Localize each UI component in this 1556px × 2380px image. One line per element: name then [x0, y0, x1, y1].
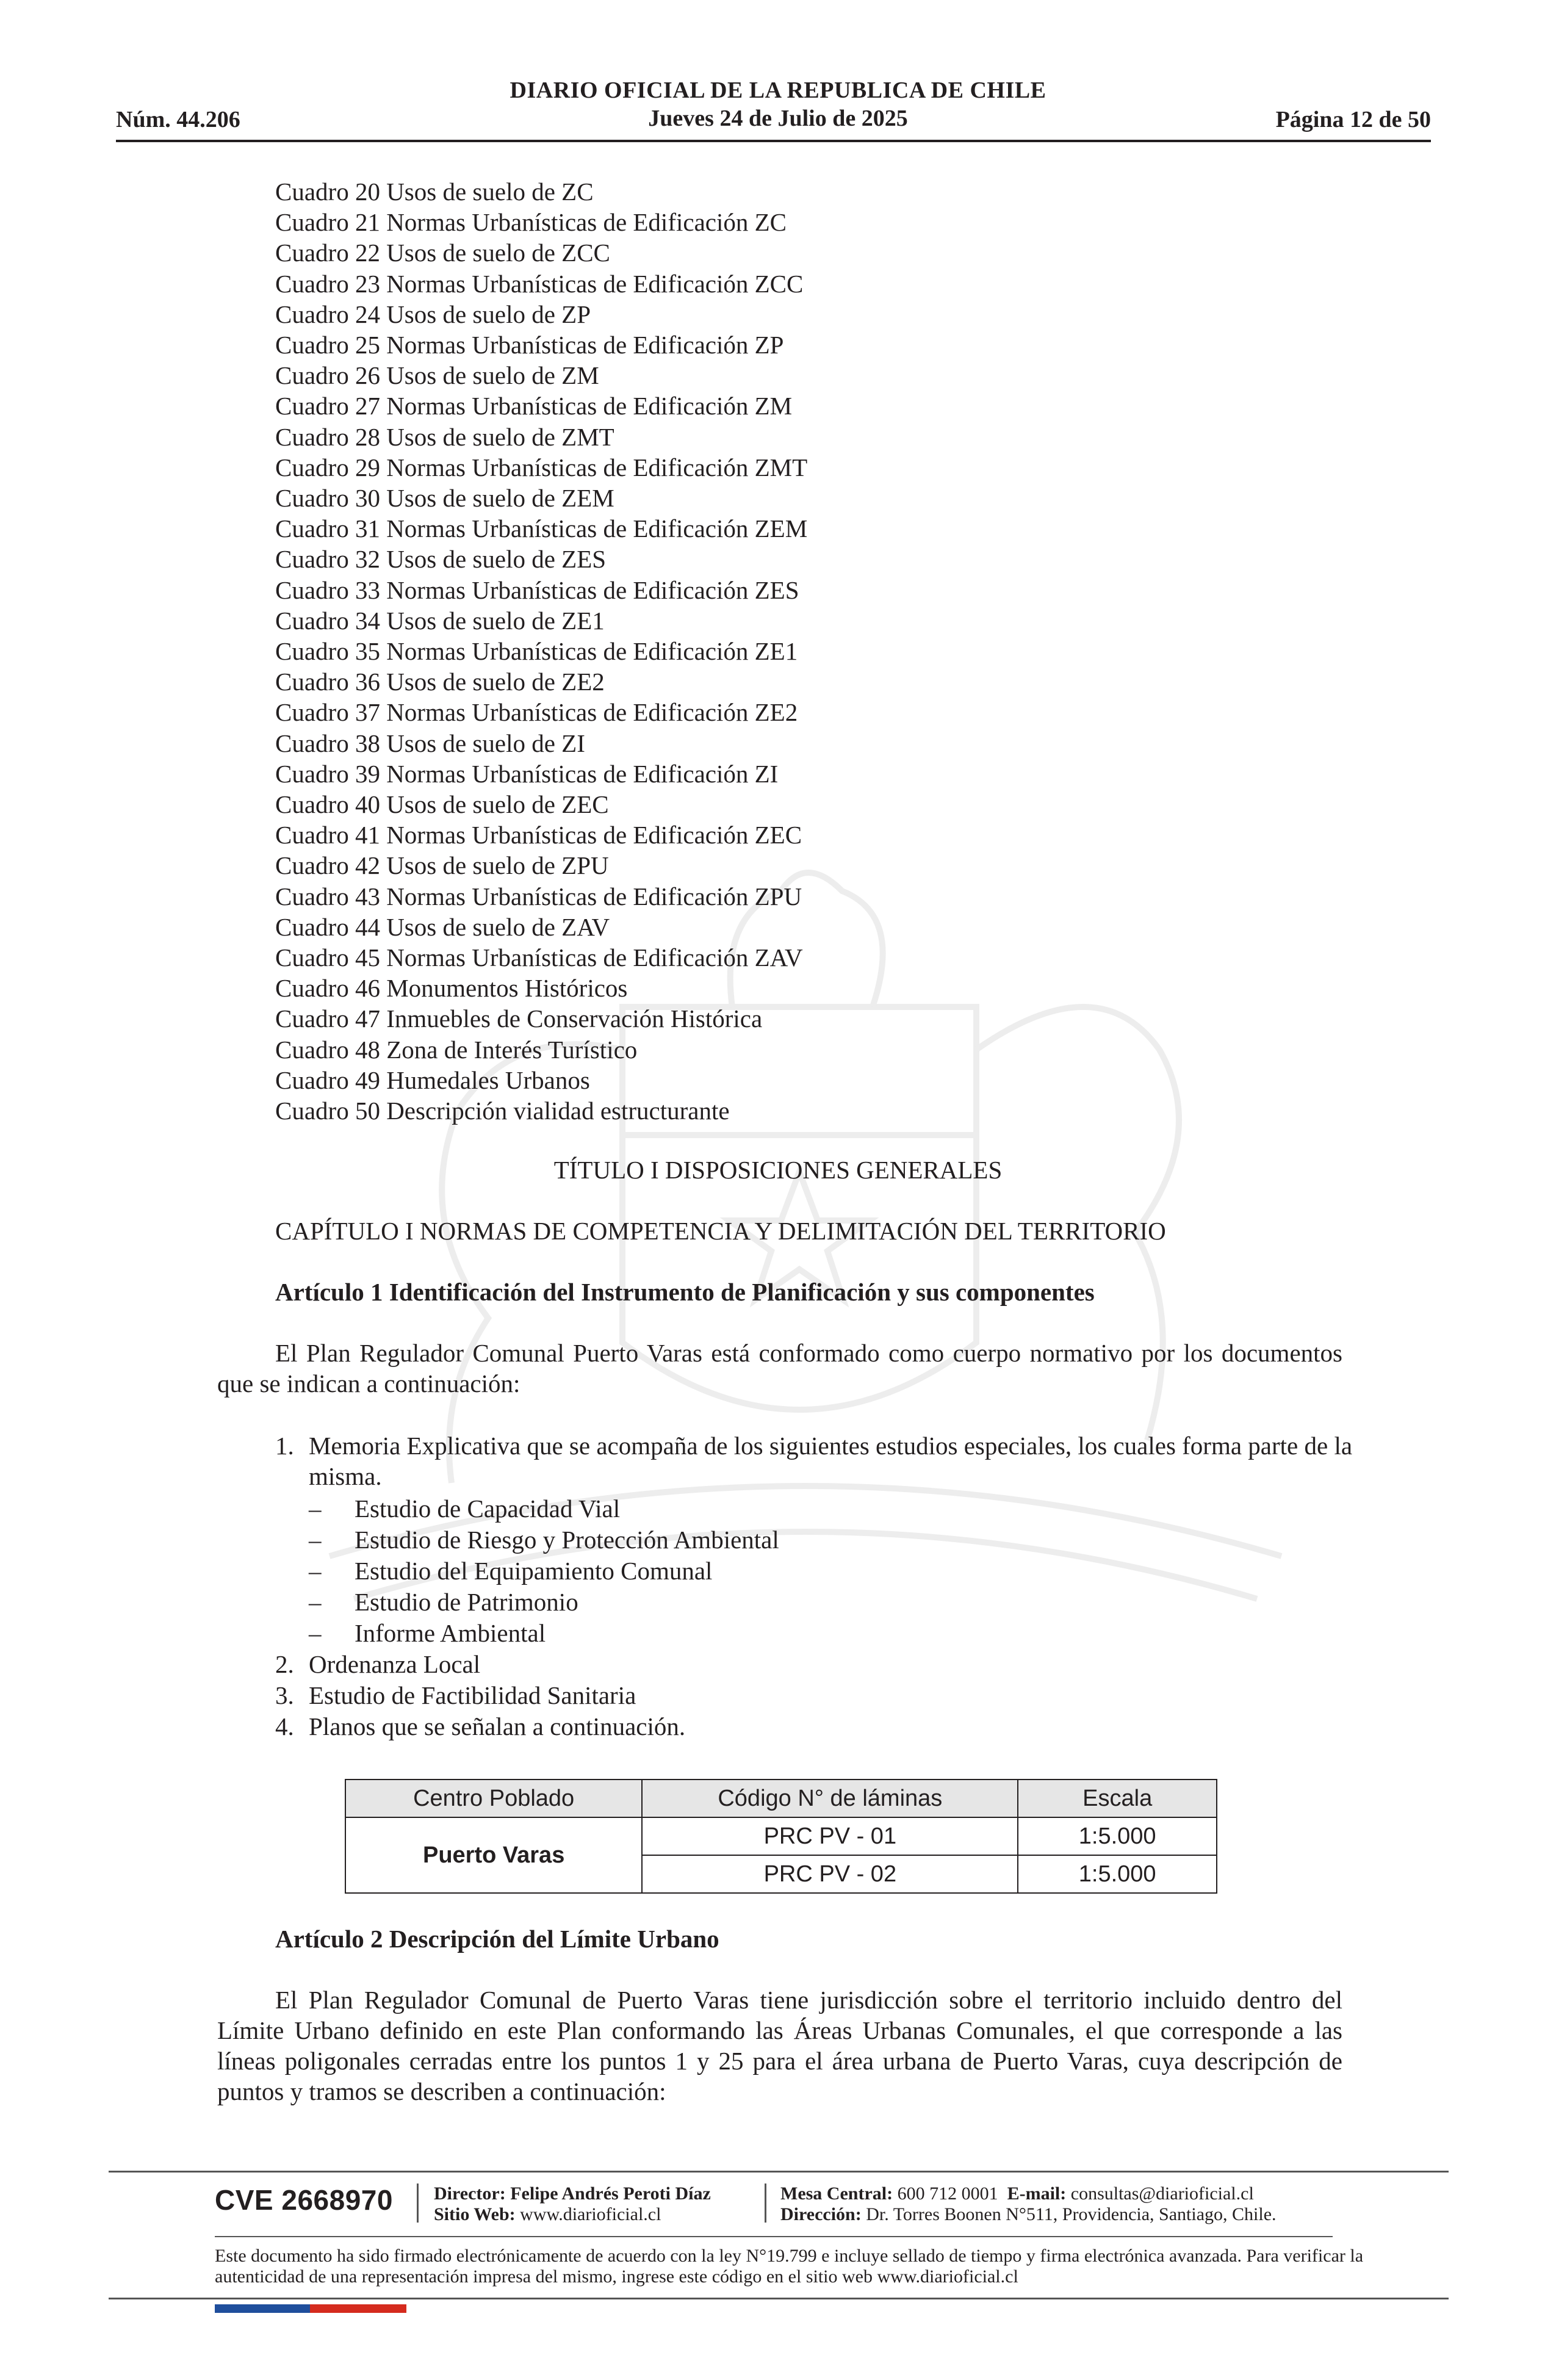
escala-cell: 1:5.000	[1018, 1817, 1217, 1855]
address-label: Dirección:	[780, 2204, 862, 2224]
list-item: Cuadro 28 Usos de suelo de ZMT	[275, 422, 614, 451]
list-item: Cuadro 40 Usos de suelo de ZEC	[275, 790, 609, 819]
list-item: Cuadro 47 Inmuebles de Conservación Histórica	[275, 1004, 763, 1033]
item-text: Estudio de Factibilidad Sanitaria	[309, 1681, 636, 1709]
list-item: Cuadro 42 Usos de suelo de ZPU	[275, 851, 609, 880]
flag-stripe-red	[310, 2304, 406, 2313]
item-text: Estudio de Riesgo y Protección Ambiental	[355, 1526, 779, 1554]
item-text: Memoria Explicativa que se acompaña de los siguientes estudios especiales, los cuales forma parte de la misma.	[309, 1432, 1353, 1490]
list-item: Cuadro 38 Usos de suelo de ZI	[275, 729, 585, 757]
articulo-1-intro: El Plan Regulador Comunal Puerto Varas está conformado como cuerpo normativo por los documentos que se indican a continuación:	[217, 1339, 1342, 1397]
cve-code: CVE 2668970	[215, 2184, 393, 2216]
website-line	[434, 2204, 661, 2225]
list-item: Cuadro 39 Normas Urbanísticas de Edificación ZI	[275, 759, 779, 788]
centro-poblado-cell: Puerto Varas	[345, 1817, 642, 1893]
footer-rule	[109, 2298, 1449, 2299]
website-label: Sitio Web:	[434, 2204, 516, 2224]
codigo-cell: PRC PV - 01	[642, 1817, 1018, 1855]
item-text: Estudio de Patrimonio	[355, 1588, 578, 1616]
footer-rule	[215, 2236, 1333, 2237]
dash-bullet: –	[309, 1619, 322, 1647]
footer-rule	[109, 2171, 1449, 2173]
articulo-2-heading: Artículo 2 Descripción del Límite Urbano	[275, 1925, 719, 1953]
codigo-cell: PRC PV - 02	[642, 1855, 1018, 1893]
list-item: Cuadro 43 Normas Urbanísticas de Edificación ZPU	[275, 882, 802, 911]
list-item: Cuadro 20 Usos de suelo de ZC	[275, 178, 594, 206]
item-text: Informe Ambiental	[355, 1619, 546, 1647]
item-text: Planos que se señalan a continuación.	[309, 1712, 686, 1740]
list-item: Cuadro 36 Usos de suelo de ZE2	[275, 668, 605, 696]
item-text: Ordenanza Local	[309, 1650, 481, 1678]
column-header-centro: Centro Poblado	[345, 1780, 642, 1817]
email-label: E-mail:	[1007, 2183, 1067, 2204]
item-number: 1.	[275, 1432, 294, 1460]
page-indicator: Página 12 de 50	[1275, 107, 1431, 132]
column-header-codigo: Código N° de láminas	[642, 1780, 1018, 1817]
planos-table	[345, 1779, 1217, 1894]
list-item: Cuadro 45 Normas Urbanísticas de Edificación ZAV	[275, 943, 803, 972]
capitulo-heading: CAPÍTULO I NORMAS DE COMPETENCIA Y DELIMITACIÓN DEL TERRITORIO	[275, 1217, 1166, 1245]
list-item: Cuadro 21 Normas Urbanísticas de Edificación ZC	[275, 208, 787, 237]
director-label: Director:	[434, 2183, 506, 2204]
publication-title: DIARIO OFICIAL DE LA REPUBLICA DE CHILE	[510, 78, 1046, 103]
list-item: Cuadro 23 Normas Urbanísticas de Edificación ZCC	[275, 269, 804, 298]
footer-divider	[765, 2183, 766, 2223]
list-item: Cuadro 24 Usos de suelo de ZP	[275, 300, 591, 328]
website-link[interactable]: www.diarioficial.cl	[520, 2204, 661, 2224]
list-item: Cuadro 22 Usos de suelo de ZCC	[275, 239, 610, 267]
table-row	[345, 1817, 1217, 1855]
director-line	[434, 2183, 711, 2204]
list-item: Cuadro 27 Normas Urbanísticas de Edificación ZM	[275, 392, 793, 420]
list-item: Cuadro 44 Usos de suelo de ZAV	[275, 912, 610, 941]
list-item: Cuadro 32 Usos de suelo de ZES	[275, 545, 607, 574]
dash-bullet: –	[309, 1588, 322, 1616]
list-item: Cuadro 29 Normas Urbanísticas de Edificación ZMT	[275, 453, 808, 481]
contact-line	[780, 2183, 1254, 2204]
list-item: Cuadro 35 Normas Urbanísticas de Edificación ZE1	[275, 637, 798, 666]
list-item: Cuadro 37 Normas Urbanísticas de Edificación ZE2	[275, 698, 798, 727]
address-line	[780, 2204, 1277, 2225]
issue-date: Jueves 24 de Julio de 2025	[648, 106, 908, 131]
address-text: Dr. Torres Boonen N°511, Providencia, Santiago, Chile.	[866, 2204, 1277, 2224]
dash-bullet: –	[309, 1495, 322, 1523]
list-item: Cuadro 26 Usos de suelo de ZM	[275, 361, 599, 390]
list-item: Cuadro 50 Descripción vialidad estructurante	[275, 1097, 730, 1125]
mesa-phone: 600 712 0001	[897, 2183, 998, 2204]
articulo-1-heading: Artículo 1 Identificación del Instrumento de Planificación y sus componentes	[275, 1278, 1095, 1306]
table-header-row	[345, 1780, 1217, 1817]
item-number: 2.	[275, 1650, 294, 1678]
escala-cell: 1:5.000	[1018, 1855, 1217, 1893]
director-name: Felipe Andrés Peroti Díaz	[510, 2183, 711, 2204]
list-item: Cuadro 25 Normas Urbanísticas de Edificación ZP	[275, 331, 784, 359]
cuadro-list	[275, 176, 807, 1126]
list-item: Cuadro 30 Usos de suelo de ZEM	[275, 484, 614, 513]
dash-bullet: –	[309, 1526, 322, 1554]
list-item: Cuadro 33 Normas Urbanísticas de Edificación ZES	[275, 575, 799, 604]
list-item: Cuadro 41 Normas Urbanísticas de Edificación ZEC	[275, 821, 802, 849]
mesa-label: Mesa Central:	[780, 2183, 893, 2204]
list-item: Cuadro 46 Monumentos Históricos	[275, 974, 628, 1003]
email-link[interactable]: consultas@diarioficial.cl	[1070, 2183, 1254, 2204]
item-number: 3.	[275, 1681, 294, 1709]
dash-bullet: –	[309, 1557, 322, 1585]
column-header-escala: Escala	[1018, 1780, 1217, 1817]
item-text: Estudio del Equipamiento Comunal	[355, 1557, 713, 1585]
flag-stripe-blue	[215, 2304, 310, 2313]
header-rule	[116, 140, 1431, 142]
list-item: Cuadro 31 Normas Urbanísticas de Edificación ZEM	[275, 514, 808, 543]
issue-number: Núm. 44.206	[116, 107, 240, 132]
item-number: 4.	[275, 1712, 294, 1740]
list-item: Cuadro 48 Zona de Interés Turístico	[275, 1035, 638, 1064]
articulo-2-text: El Plan Regulador Comunal de Puerto Varas tiene jurisdicción sobre el territorio incluido dentro del Límite Urbano definido en este Plan conformando las Áreas Urbanas Comunales, el que corresponde a las líneas poligonales cerradas entre los puntos 1 y 25 para el área urbana de Puerto Varas, cuya descripción de puntos y tramos se describen a continuación:	[217, 1986, 1342, 2105]
list-item: Cuadro 49 Humedales Urbanos	[275, 1066, 590, 1094]
list-item: Cuadro 34 Usos de suelo de ZE1	[275, 606, 605, 635]
titulo-heading: TÍTULO I DISPOSICIONES GENERALES	[553, 1156, 1003, 1184]
footer-divider	[417, 2183, 419, 2223]
item-text: Estudio de Capacidad Vial	[355, 1495, 621, 1523]
signature-note: Este documento ha sido firmado electrónicamente de acuerdo con la ley N°19.799 e incluye sellado de tiempo y firma electrónica avanzada. Para verificar la autenticidad de una representación impresa del mismo, ingrese este código en el sitio web www.diarioficial.cl	[215, 2246, 1364, 2287]
